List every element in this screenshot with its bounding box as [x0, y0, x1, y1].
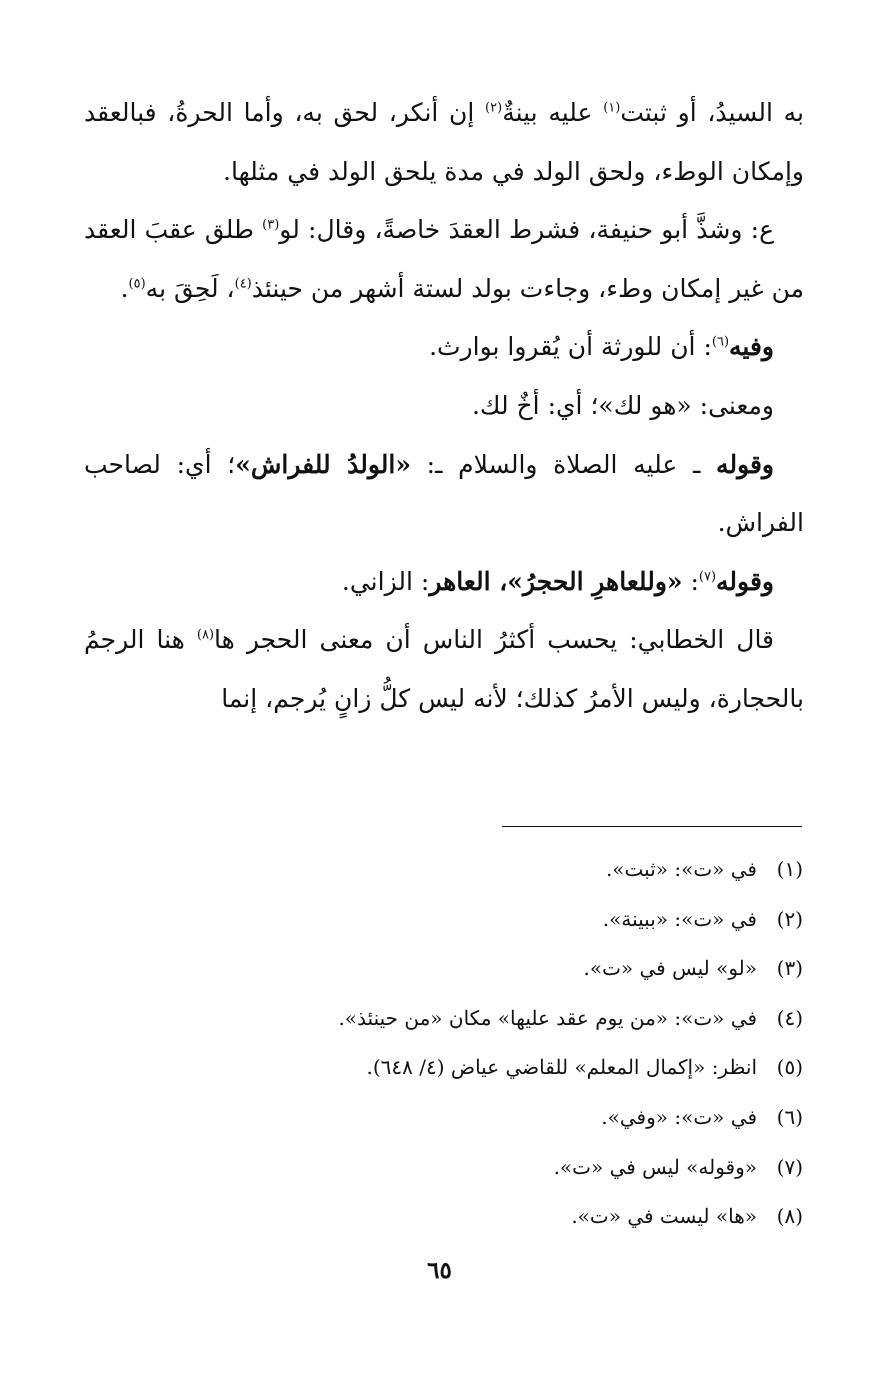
footnote-text: في «ت»: «ثبت». — [605, 857, 757, 881]
text-run: ، لَحِقَ به — [145, 273, 235, 303]
text-run: ومعنى: «هو لك»؛ أي: أخٌ لك. — [471, 390, 774, 420]
footnotes — [103, 845, 803, 1242]
footnote-separator — [502, 826, 802, 827]
footnote-5 — [103, 1043, 803, 1093]
footnote-ref-1: (١) — [603, 100, 621, 116]
footnote-number: (٥) — [776, 1055, 803, 1080]
footnote-text: في «ت»: «ببينة». — [602, 906, 757, 931]
footnote-number: (٨) — [776, 1204, 803, 1229]
footnote-ref-6: (٦) — [711, 335, 730, 351]
page-number: ٦٥ — [427, 1257, 452, 1284]
text-run: . — [120, 273, 129, 303]
text-run: ؛ أي: لصاحب الفراش. — [84, 449, 804, 538]
text-run: به السيدُ، أو ثبتت — [620, 98, 804, 127]
footnote-ref-5: (٥) — [128, 276, 146, 292]
footnote-number: (٢) — [776, 906, 803, 931]
footnote-ref-7: (٧) — [698, 569, 717, 585]
main-text — [84, 84, 804, 729]
bold-term: وقوله — [716, 449, 775, 479]
footnote-8 — [103, 1192, 803, 1242]
footnote-text: «لو» ليس في «ت». — [583, 956, 757, 981]
footnote-number: (٣) — [776, 956, 803, 981]
bold-term: وقوله — [716, 566, 774, 596]
footnote-number: (٧) — [776, 1154, 803, 1179]
paragraph-6 — [84, 553, 804, 612]
footnote-6 — [103, 1093, 803, 1143]
text-run: ـ عليه الصلاة والسلام ـ: — [410, 449, 717, 479]
text-run: : — [682, 566, 699, 596]
hadith-quote: «وللعاهرِ الحجرُ»، العاهر — [429, 566, 683, 596]
hadith-quote: «الولدُ للفراش» — [235, 449, 411, 479]
paragraph-3 — [84, 318, 804, 377]
footnote-3 — [103, 944, 803, 994]
footnote-number: (٦) — [776, 1104, 803, 1129]
footnote-text: «ها» ليست في «ت». — [571, 1204, 757, 1229]
footnote-ref-3: (٣) — [262, 217, 280, 233]
text-run: طلق عقبَ العقد من غير إمكان وطء، وجاءت بولد لستة أشهر من حينئذ — [84, 215, 804, 303]
text-run: ع: وشذَّ أبو حنيفة، فشرط العقدَ خاصةً، وقال: لو — [279, 215, 774, 245]
footnote-ref-4: (٤) — [234, 276, 252, 292]
footnote-text: انظر: «إكمال المعلم» للقاضي عياض (٤/ ٦٤٨). — [366, 1055, 757, 1080]
footnote-ref-2: (٢) — [485, 100, 503, 116]
footnote-2 — [103, 895, 803, 945]
footnote-4 — [103, 994, 803, 1044]
footnote-ref-8: (٨) — [196, 628, 215, 644]
footnote-1 — [103, 845, 803, 895]
text-run: هنا الرجمُ بالحجارة، وليس الأمرُ كذلك؛ لأنه ليس كلُّ زانٍ يُرجم، إنما — [84, 625, 804, 713]
footnote-text: في «ت»: «وفي». — [601, 1104, 757, 1129]
text-run: عليه بينةٌ — [502, 98, 604, 127]
text-run: : أن للورثة أن يُقروا بوارث. — [429, 332, 712, 362]
paragraph-5 — [84, 436, 804, 553]
footnote-text: «وقوله» ليس في «ت». — [553, 1154, 757, 1179]
footnote-text: في «ت»: «من يوم عقد عليها» مكان «من حينئذ». — [338, 1005, 757, 1030]
footnote-number: (١) — [776, 857, 803, 881]
footnote-7 — [103, 1143, 803, 1193]
text-run: : الزاني. — [341, 566, 430, 596]
paragraph-1 — [84, 84, 804, 201]
text-run: قال الخطابي: يحسب أكثرُ الناس أن معنى الحجر ها — [214, 625, 775, 655]
footnote-number: (٤) — [776, 1005, 803, 1030]
paragraph-7 — [84, 611, 804, 728]
paragraph-2 — [84, 201, 804, 318]
paragraph-4 — [84, 377, 804, 436]
text-run: إن أنكر، لحق به، وأما الحرةُ، فبالعقد وإمكان الوطء، ولحق الولد في مدة يلحق الولد في مثلها. — [84, 98, 804, 186]
bold-term: وفيه — [729, 332, 774, 362]
